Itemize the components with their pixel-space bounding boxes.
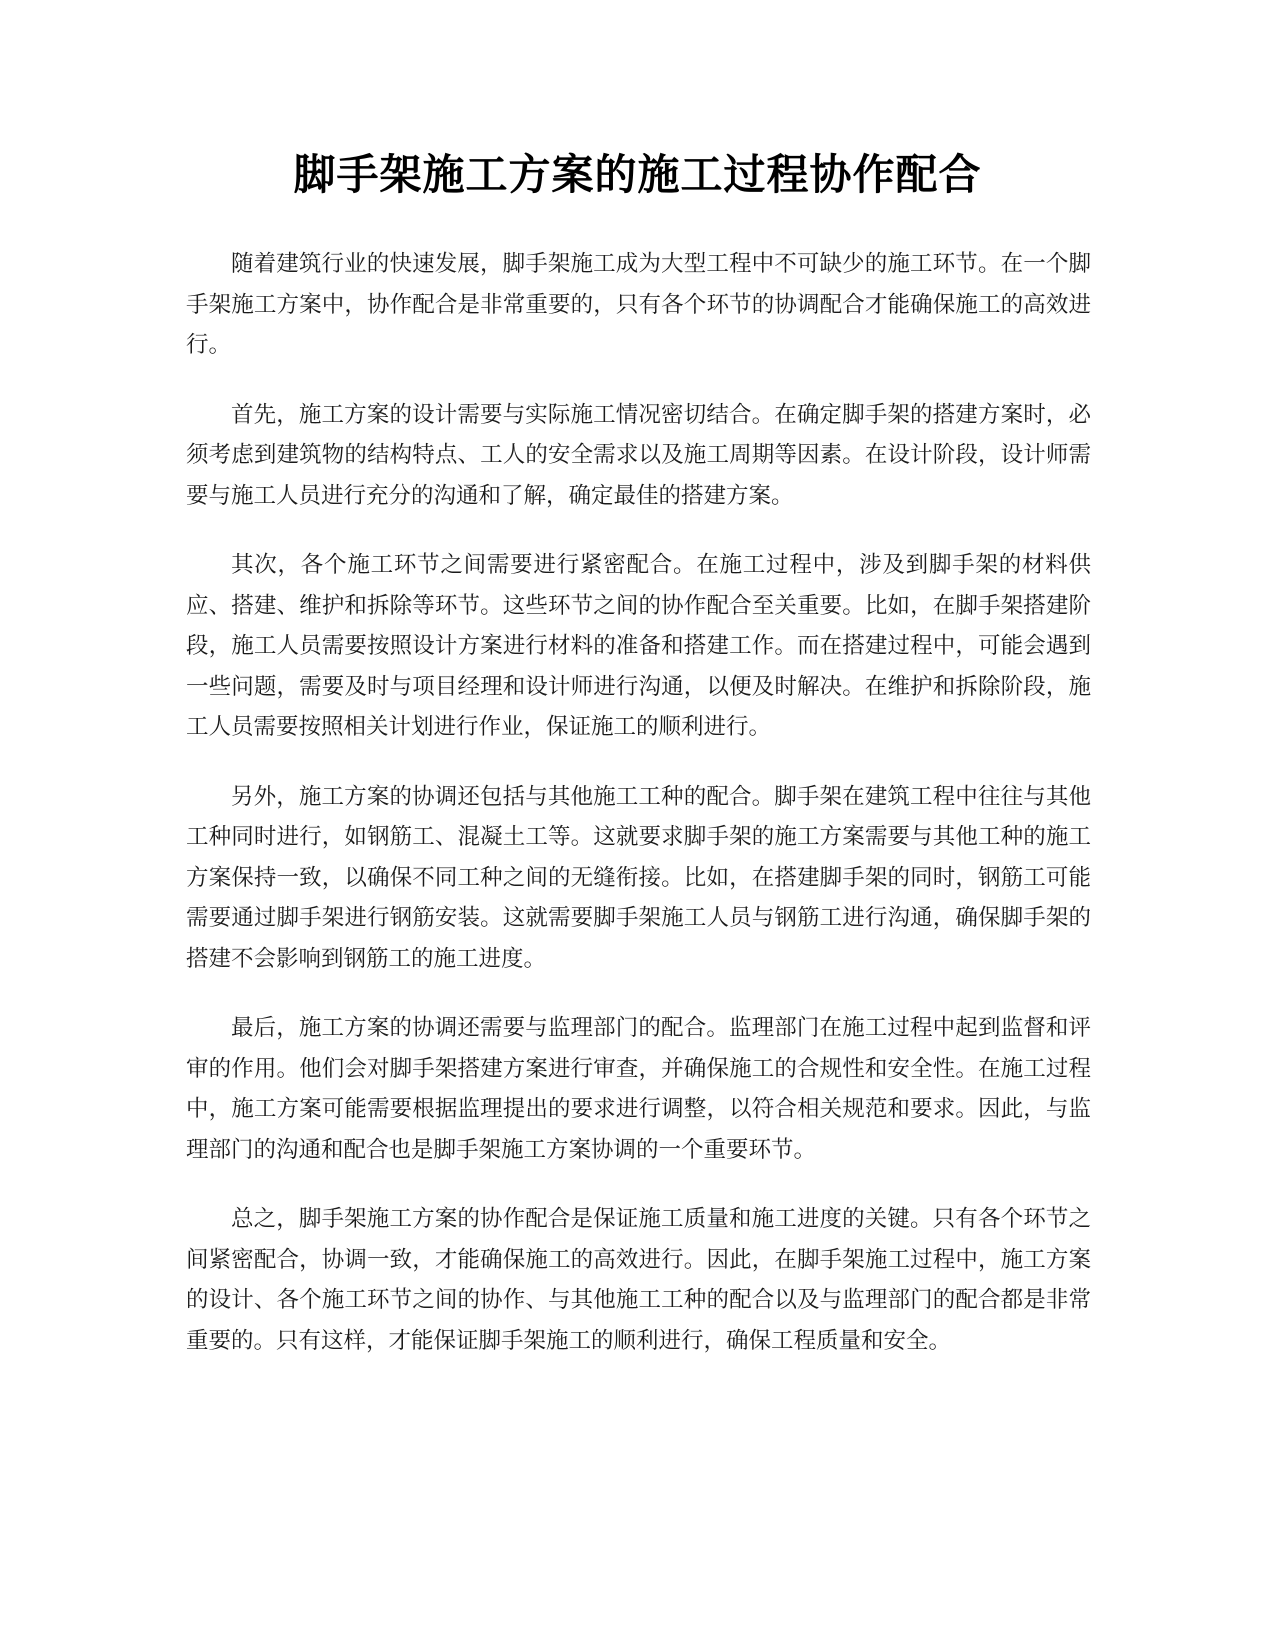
paragraph-second: 其次，各个施工环节之间需要进行紧密配合。在施工过程中，涉及到脚手架的材料供应、搭建、维护和拆除等环节。这些环节之间的协作配合至关重要。比如，在脚手架搭建阶段，施工人员需要按照设计方案进行材料的准备和搭建工作。而在搭建过程中，可能会遇到一些问题，需要及时与项目经理和设计师进行沟通，以便及时解决。在维护和拆除阶段，施工人员需要按照相关计划进行作业，保证施工的顺利进行。 bbox=[186, 552, 1091, 740]
paragraph-finally: 最后，施工方案的协调还需要与监理部门的配合。监理部门在施工过程中起到监督和评审的作用。他们会对脚手架搭建方案进行审查，并确保施工的合规性和安全性。在施工过程中，施工方案可能需要根据监理提出的要求进行调整，以符合相关规范和要求。因此，与监理部门的沟通和配合也是脚手架施工方案协调的一个重要环节。 bbox=[186, 1015, 1091, 1163]
paragraph-additionally: 另外，施工方案的协调还包括与其他施工工种的配合。脚手架在建筑工程中往往与其他工种同时进行，如钢筋工、混凝土工等。这就要求脚手架的施工方案需要与其他工种的施工方案保持一致，以确保不同工种之间的无缝衔接。比如，在搭建脚手架的同时，钢筋工可能需要通过脚手架进行钢筋安装。这就需要脚手架施工人员与钢筋工进行沟通，确保脚手架的搭建不会影响到钢筋工的施工进度。 bbox=[186, 783, 1091, 972]
paragraph-first: 首先，施工方案的设计需要与实际施工情况密切结合。在确定脚手架的搭建方案时，必须考虑到建筑物的结构特点、工人的安全需求以及施工周期等因素。在设计阶段，设计师需要与施工人员进行充分的沟通和了解，确定最佳的搭建方案。 bbox=[186, 401, 1091, 509]
document-title: 脚手架施工方案的施工过程协作配合 bbox=[293, 150, 982, 199]
document-body bbox=[186, 244, 1091, 1390]
paragraph-conclusion: 总之，脚手架施工方案的协作配合是保证施工质量和施工进度的关键。只有各个环节之间紧密配合，协调一致，才能确保施工的高效进行。因此，在脚手架施工过程中，施工方案的设计、各个施工环节之间的协作、与其他施工工种的配合以及与监理部门的配合都是非常重要的。只有这样，才能保证脚手架施工的顺利进行，确保工程质量和安全。 bbox=[186, 1206, 1091, 1354]
paragraph-intro: 随着建筑行业的快速发展，脚手架施工成为大型工程中不可缺少的施工环节。在一个脚手架施工方案中，协作配合是非常重要的，只有各个环节的协调配合才能确保施工的高效进行。 bbox=[186, 251, 1091, 358]
